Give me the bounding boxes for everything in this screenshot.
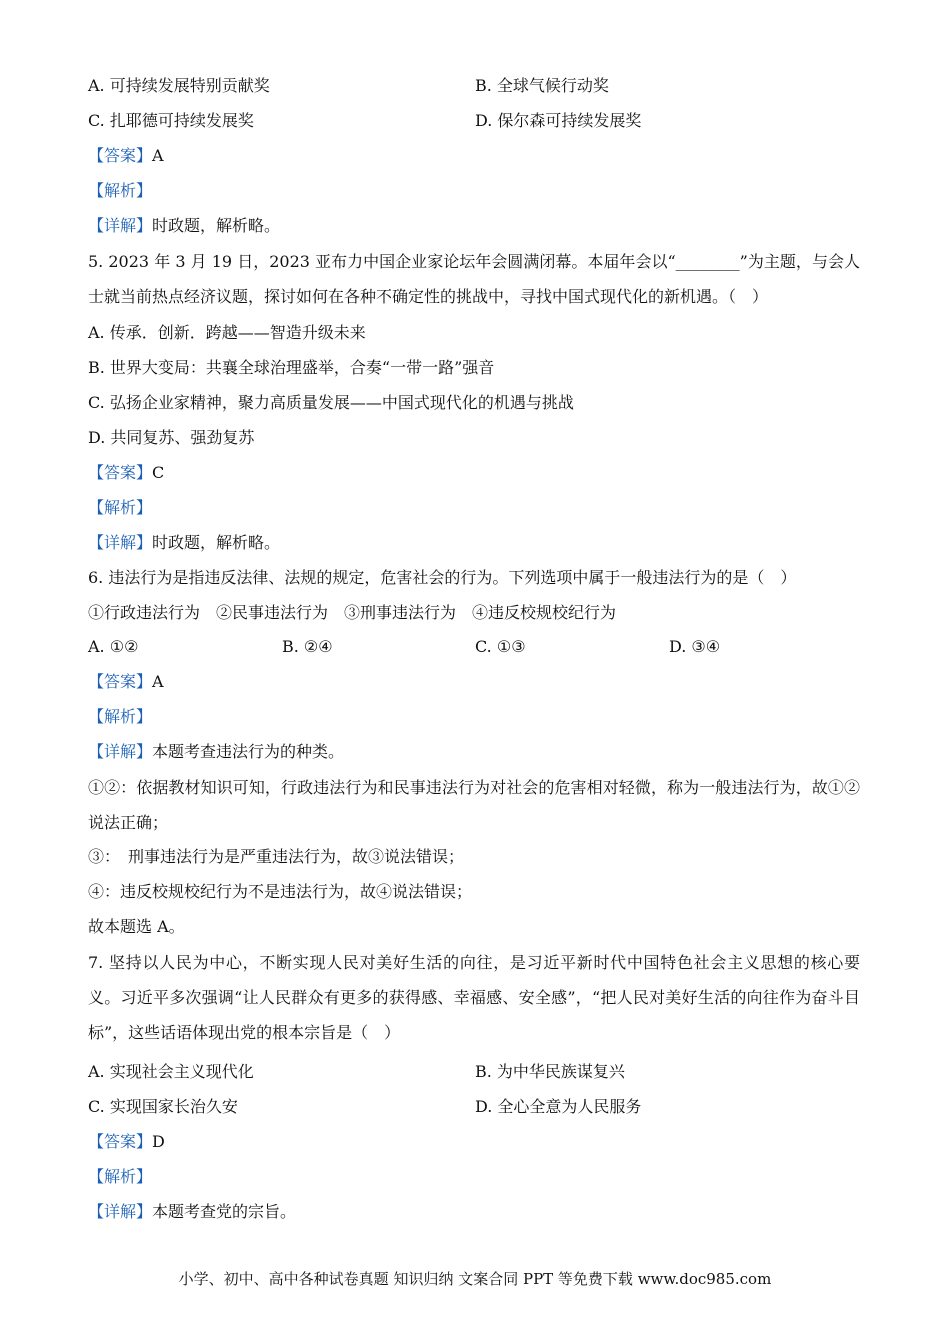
q4-option-a: A. 可持续发展特别贡献奖 (88, 76, 270, 95)
detail-label: 【详解】 (88, 216, 153, 235)
q5-option-d: D. 共同复苏、强劲复苏 (88, 428, 255, 447)
answer-label: 【答案】 (88, 1132, 153, 1151)
q4-option-b: B. 全球气候行动奖 (475, 76, 609, 95)
q6-conclusion: 故本题选 A。 (88, 917, 185, 936)
analysis-label: 【解析】 (88, 707, 153, 726)
q7-analysis-line (88, 1166, 152, 1188)
q7-detail: 本题考查党的宗旨。 (152, 1202, 297, 1221)
answer-label: 【答案】 (88, 463, 153, 482)
q4-detail: 时政题，解析略。 (152, 216, 281, 235)
q6-option-d: D. ③④ (669, 637, 721, 656)
q5-detail-line (88, 532, 280, 554)
q5-option-c: C. 弘扬企业家精神，聚力高质量发展——中国式现代化的机遇与挑战 (88, 393, 574, 412)
q6-stem: 6. 违法行为是指违反法律、法规的规定，危害社会的行为。下列选项中属于一般违法行为的是（ ） (88, 568, 797, 587)
q6-answer-line (88, 671, 164, 693)
q4-answer: A (152, 146, 164, 165)
q5-answer: C (152, 463, 165, 482)
q6-explanation-3: ④：违反校规校纪行为不是违法行为，故④说法错误； (88, 882, 473, 901)
q6-explanation-2: ③： 刑事违法行为是严重违法行为，故③说法错误； (88, 847, 465, 866)
q5-answer-line (88, 462, 164, 484)
q6-detail-line (88, 741, 344, 763)
q7-answer: D (152, 1132, 165, 1151)
q6-detail: 本题考查违法行为的种类。 (152, 742, 345, 761)
q5-option-a: A. 传承．创新．跨越——智造升级未来 (88, 323, 366, 342)
q6-option-a: A. ①② (88, 637, 139, 656)
q6-items: ①行政违法行为 ②民事违法行为 ③刑事违法行为 ④违反校规校纪行为 (88, 603, 617, 622)
q4-answer-line (88, 145, 164, 167)
analysis-label: 【解析】 (88, 181, 153, 200)
answer-label: 【答案】 (88, 672, 153, 691)
detail-label: 【详解】 (88, 742, 153, 761)
q5-option-b: B. 世界大变局：共襄全球治理盛举，合奏“一带一路”强音 (88, 358, 495, 377)
q7-stem: 7. 坚持以人民为中心，不断实现人民对美好生活的向往，是习近平新时代中国特色社会主义思想的核心要义。习近平多次强调“让人民群众有更多的获得感、幸福感、安全感”，“把人民对美好生活的向往作为奋斗目标”，这些话语体现出党的根本宗旨是（ ） (88, 953, 860, 1042)
q7-option-d: D. 全心全意为人民服务 (475, 1097, 642, 1116)
q4-analysis-line (88, 180, 152, 202)
q5-stem: 5. 2023 年 3 月 19 日，2023 亚布力中国企业家论坛年会圆满闭幕。本届年会以“________”为主题，与会人士就当前热点经济议题，探讨如何在各种不确定性的挑战中，寻找中国式现代化的新机遇。（ ） (88, 252, 860, 306)
q6-option-b: B. ②④ (282, 637, 333, 656)
q6-analysis-line (88, 706, 152, 728)
q7-detail-line (88, 1201, 296, 1223)
answer-label: 【答案】 (88, 146, 153, 165)
page-footer: 小学、初中、高中各种试卷真题 知识归纳 文案合同 PPT 等免费下载 www.doc985.com (178, 1270, 772, 1288)
detail-label: 【详解】 (88, 1202, 153, 1221)
q7-option-c: C. 实现国家长治久安 (88, 1097, 238, 1116)
q7-option-b: B. 为中华民族谋复兴 (475, 1062, 625, 1081)
q5-analysis-line (88, 497, 152, 519)
q7-answer-line (88, 1131, 165, 1153)
detail-label: 【详解】 (88, 533, 153, 552)
q6-answer: A (152, 672, 164, 691)
analysis-label: 【解析】 (88, 1167, 153, 1186)
q4-detail-line (88, 215, 280, 237)
q6-option-c: C. ①③ (475, 637, 526, 656)
q6-explanation-1: ①②：依据教材知识可知，行政违法行为和民事违法行为对社会的危害相对轻微，称为一般违法行为，故①②说法正确； (88, 778, 860, 832)
q4-option-c: C. 扎耶德可持续发展奖 (88, 111, 254, 130)
analysis-label: 【解析】 (88, 498, 153, 517)
q4-option-d: D. 保尔森可持续发展奖 (475, 111, 642, 130)
q5-detail: 时政题，解析略。 (152, 533, 281, 552)
q7-option-a: A. 实现社会主义现代化 (88, 1062, 254, 1081)
